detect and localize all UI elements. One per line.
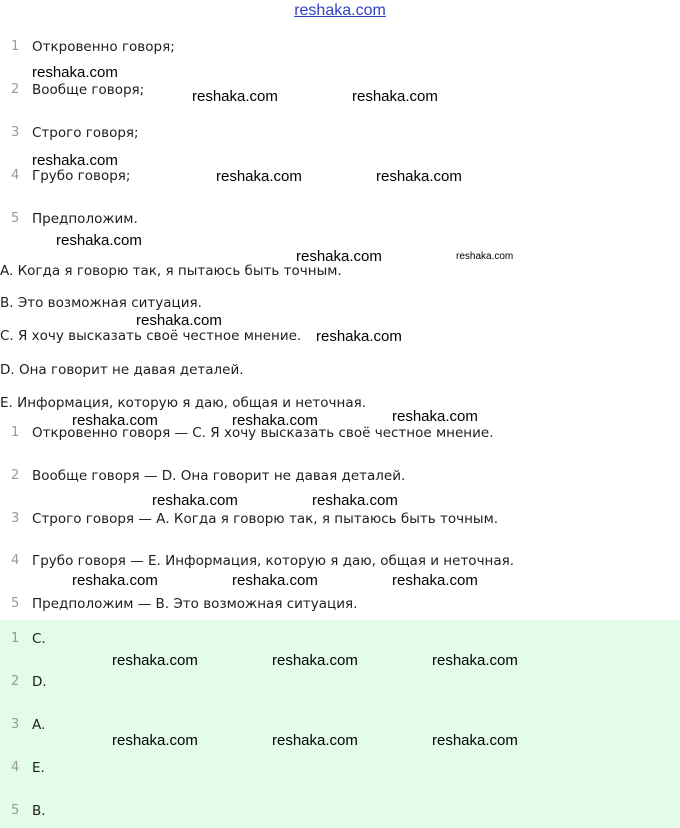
watermark: reshaka.com (392, 408, 478, 425)
watermark: reshaka.com (432, 732, 518, 749)
answer-number: 2 (11, 674, 20, 689)
watermark: reshaka.com (136, 312, 222, 329)
answer-number: 5 (11, 803, 20, 818)
answer-number: 4 (11, 760, 20, 775)
watermark: reshaka.com (272, 732, 358, 749)
watermark: reshaka.com (432, 652, 518, 669)
watermark: reshaka.com (352, 88, 438, 105)
answer-text: B. (32, 803, 46, 819)
answer-text: A. (32, 717, 46, 733)
answer-text: C. (32, 631, 46, 647)
answer-text: D. (32, 674, 47, 690)
option-item: C. Я хочу высказать своё честное мнение. (0, 328, 302, 344)
watermark: reshaka.com (32, 64, 118, 81)
watermark: reshaka.com (112, 732, 198, 749)
phrase-text: Предположим. (32, 211, 138, 227)
phrase-text: Откровенно говоря; (32, 39, 175, 55)
phrase-number: 1 (11, 39, 20, 54)
watermark: reshaka.com (112, 652, 198, 669)
watermark: reshaka.com (72, 412, 158, 429)
answer-number: 1 (11, 631, 20, 646)
watermark: reshaka.com (152, 492, 238, 509)
option-item: A. Когда я говорю так, я пытаюсь быть точным. (0, 263, 342, 279)
watermark: reshaka.com (72, 572, 158, 589)
phrase-text: Грубо говоря; (32, 168, 131, 184)
phrase-text: Вообще говоря; (32, 82, 145, 98)
answer-text: E. (32, 760, 45, 776)
match-text: Предположим — В. Это возможная ситуация. (32, 596, 358, 612)
watermark: reshaka.com (392, 572, 478, 589)
match-text: Строго говоря — А. Когда я говорю так, я пытаюсь быть точным. (32, 511, 499, 527)
phrase-text: Строго говоря; (32, 125, 139, 141)
watermark: reshaka.com (456, 251, 514, 262)
watermark: reshaka.com (192, 88, 278, 105)
watermark: reshaka.com (32, 152, 118, 169)
phrase-number: 5 (11, 211, 20, 226)
phrase-number: 2 (11, 82, 20, 97)
watermark: reshaka.com (376, 168, 462, 185)
match-text: Вообще говоря — D. Она говорит не давая деталей. (32, 468, 406, 484)
watermark: reshaka.com (312, 492, 398, 509)
answer-number: 3 (11, 717, 20, 732)
match-number: 4 (11, 553, 20, 568)
watermark: reshaka.com (232, 572, 318, 589)
phrase-number: 4 (11, 168, 20, 183)
match-number: 3 (11, 511, 20, 526)
watermark: reshaka.com (296, 248, 382, 265)
match-number: 5 (11, 596, 20, 611)
option-item: E. Информация, которую я даю, общая и неточная. (0, 395, 367, 411)
watermark: reshaka.com (232, 412, 318, 429)
option-item: B. Это возможная ситуация. (0, 295, 202, 311)
watermark: reshaka.com (216, 168, 302, 185)
watermark: reshaka.com (316, 328, 402, 345)
match-number: 2 (11, 468, 20, 483)
watermark: reshaka.com (272, 652, 358, 669)
watermark: reshaka.com (56, 232, 142, 249)
phrase-number: 3 (11, 125, 20, 140)
site-link[interactable]: reshaka.com (294, 2, 386, 19)
match-number: 1 (11, 425, 20, 440)
match-text: Грубо говоря — Е. Информация, которую я даю, общая и неточная. (32, 553, 515, 569)
option-item: D. Она говорит не давая деталей. (0, 362, 244, 378)
match-text: Откровенно говоря — С. Я хочу высказать своё честное мнение. (32, 425, 494, 441)
